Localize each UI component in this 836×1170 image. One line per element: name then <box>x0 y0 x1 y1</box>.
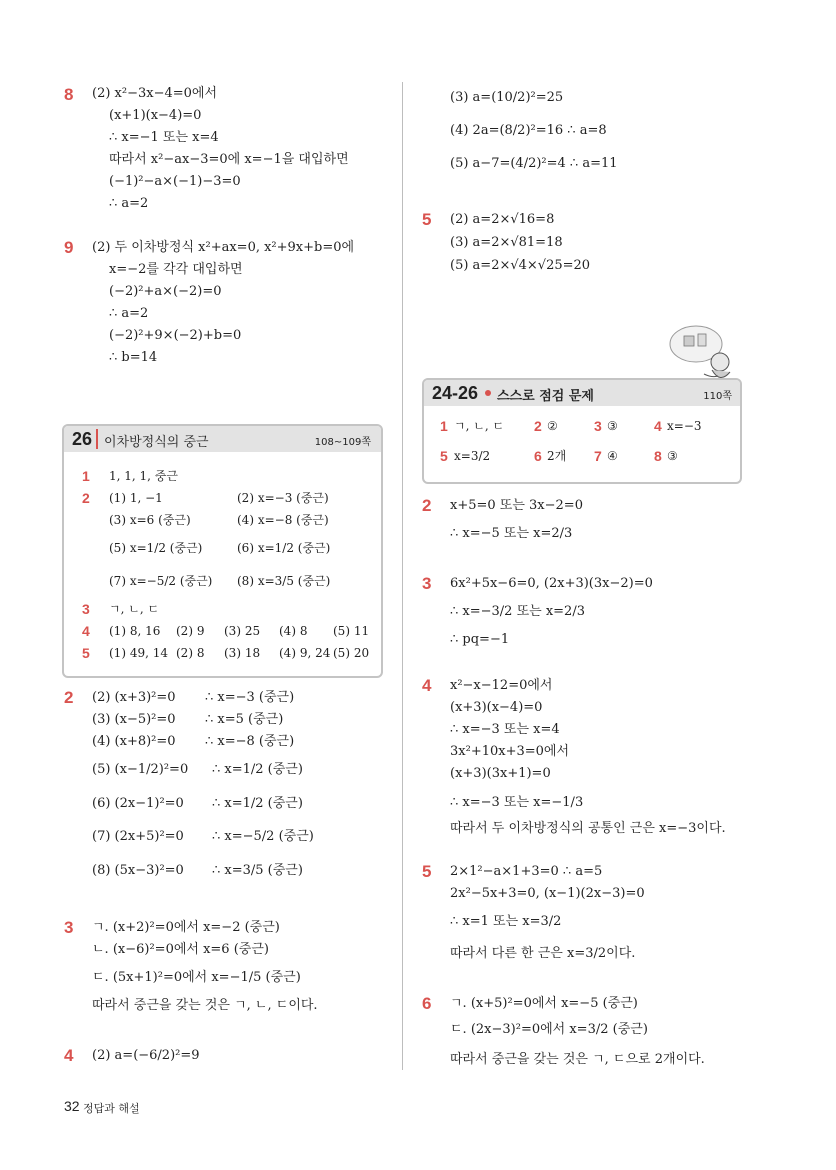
row-number: 1 <box>440 418 448 434</box>
solution-line: ㄱ. (x+5)²=0에서 x=−5 (중근) <box>450 996 638 1011</box>
answer-cell: (7) x=−5/2 (중근) <box>109 574 213 588</box>
lesson-title: 이차방정식의 중근 <box>104 435 209 450</box>
footer-label: 정답과 해설 <box>83 1102 140 1115</box>
row-number: 3 <box>82 601 90 617</box>
solution-line: 따라서 두 이차방정식의 공통인 근은 x=−3이다. <box>450 821 726 836</box>
solution-line: (2) a=(−6/2)²=9 <box>92 1048 200 1063</box>
solution-line: x=−2를 각각 대입하면 <box>109 262 243 277</box>
answer-cell: (3) 25 <box>224 624 261 638</box>
solution-line: (2) a=2×√16=8 <box>450 212 555 227</box>
result: ∴ x=−8 (중근) <box>205 734 295 749</box>
answer-cell: ㄱ, ㄴ, ㄷ <box>109 602 160 616</box>
equation: (3) (x−5)²=0 <box>92 712 176 727</box>
solution-line: 3x²+10x+3=0에서 <box>450 744 570 759</box>
solution-line: (−2)²+9×(−2)+b=0 <box>109 328 242 343</box>
row-number: 1 <box>82 468 90 484</box>
solution-line: x+5=0 또는 3x−2=0 <box>450 498 583 513</box>
answer-cell: (2) 8 <box>176 646 205 660</box>
review-title: 스스로 점검 문제 <box>497 389 594 404</box>
page-range: 108~109쪽 <box>314 437 371 448</box>
row-number: 4 <box>82 623 90 639</box>
row-number: 8 <box>654 448 662 464</box>
answer-cell: (5) x=1/2 (중근) <box>109 541 203 555</box>
row-number: 5 <box>82 645 90 661</box>
solution-line: ㄴ. (x−6)²=0에서 x=6 (중근) <box>92 942 269 957</box>
solution-line: ㄷ. (5x+1)²=0에서 x=−1/5 (중근) <box>92 970 301 985</box>
answer-cell: (3) x=6 (중근) <box>109 513 191 527</box>
problem-number: 4 <box>64 1046 74 1065</box>
answer-cell: ④ <box>607 449 618 463</box>
page-range: 110쪽 <box>703 391 732 402</box>
solution-line: (3) a=(10/2)²=25 <box>450 90 564 105</box>
row-number: 2 <box>82 490 90 506</box>
answer-cell: ㄱ, ㄴ, ㄷ <box>454 419 505 433</box>
row-number: 5 <box>440 448 448 464</box>
answer-cell: (6) x=1/2 (중근) <box>237 541 331 555</box>
solution-line: (3) a=2×√81=18 <box>450 235 563 250</box>
problem-number: 8 <box>64 85 74 104</box>
answer-cell: (8) x=3/5 (중근) <box>237 574 331 588</box>
row-number: 2 <box>534 418 542 434</box>
solution-line: ㄱ. (x+2)²=0에서 x=−2 (중근) <box>92 920 280 935</box>
bullet-dot <box>485 390 491 396</box>
solution-line: (4) 2a=(8/2)²=16 ∴ a=8 <box>450 123 607 138</box>
solution-line: (5) a=2×√4×√25=20 <box>450 258 591 273</box>
problem-number: 3 <box>422 574 432 593</box>
solution-line: x²−x−12=0에서 <box>450 678 553 693</box>
equation: (5) (x−1/2)²=0 <box>92 762 189 777</box>
solution-line: ∴ x=−3 또는 x=4 <box>450 722 560 737</box>
solution-line: ∴ x=−5 또는 x=2/3 <box>450 526 573 541</box>
solution-line: 따라서 중근을 갖는 것은 ㄱ, ㄴ, ㄷ이다. <box>92 998 318 1013</box>
result: ∴ x=5 (중근) <box>205 712 284 727</box>
column-divider <box>402 82 403 1070</box>
problem-number: 2 <box>64 688 74 707</box>
solution-line: ∴ a=2 <box>109 196 149 211</box>
answer-cell: ③ <box>667 449 678 463</box>
result: ∴ x=1/2 (중근) <box>212 762 303 777</box>
lesson-26-answer-box <box>62 424 383 678</box>
answer-cell: x=3/2 <box>454 449 491 463</box>
box-header <box>424 380 740 406</box>
lesson-number: 26 <box>72 429 93 449</box>
solution-line: ∴ x=1 또는 x=3/2 <box>450 914 562 929</box>
solution-line: ∴ b=14 <box>109 350 158 365</box>
problem-number: 9 <box>64 238 74 257</box>
header-accent <box>96 429 98 449</box>
answer-cell: (5) 11 <box>333 624 370 638</box>
solution-line: ∴ x=−1 또는 x=4 <box>109 130 219 145</box>
answer-cell: (1) 1, −1 <box>109 491 163 505</box>
equation: (6) (2x−1)²=0 <box>92 796 184 811</box>
answer-cell: 1, 1, 1, 중근 <box>109 469 178 483</box>
solution-line: (x+3)(3x+1)=0 <box>450 766 551 781</box>
problem-number: 5 <box>422 210 432 229</box>
equation: (2) (x+3)²=0 <box>92 690 176 705</box>
solution-line: ∴ x=−3 또는 x=−1/3 <box>450 795 584 810</box>
row-number: 6 <box>534 448 542 464</box>
answer-cell: (4) 9, 24 <box>279 646 331 660</box>
answer-cell: 2개 <box>547 449 567 463</box>
solution-line: ∴ a=2 <box>109 306 149 321</box>
answer-cell: (4) x=−8 (중근) <box>237 513 329 527</box>
row-number: 7 <box>594 448 602 464</box>
solution-line: 따라서 중근을 갖는 것은 ㄱ, ㄷ으로 2개이다. <box>450 1052 705 1067</box>
answer-cell: ③ <box>607 419 618 433</box>
solution-line: ∴ pq=−1 <box>450 632 510 647</box>
solution-line: 따라서 x²−ax−3=0에 x=−1을 대입하면 <box>109 152 349 167</box>
answer-cell: (3) 18 <box>224 646 261 660</box>
problem-number: 6 <box>422 994 432 1013</box>
solution-line: 6x²+5x−6=0, (2x+3)(3x−2)=0 <box>450 576 653 591</box>
mascot-illustration <box>668 322 738 384</box>
solution-line: ∴ x=−3/2 또는 x=2/3 <box>450 604 585 619</box>
answer-cell: (4) 8 <box>279 624 308 638</box>
result: ∴ x=−5/2 (중근) <box>212 829 314 844</box>
problem-number: 4 <box>422 676 432 695</box>
solution-line: 2×1²−a×1+3=0 ∴ a=5 <box>450 864 603 879</box>
answer-cell: x=−3 <box>667 419 702 433</box>
solution-line: (x+1)(x−4)=0 <box>109 108 202 123</box>
answer-cell: (1) 49, 14 <box>109 646 168 660</box>
answer-cell: (1) 8, 16 <box>109 624 161 638</box>
answer-cell: ② <box>547 419 558 433</box>
solution-line: (5) a−7=(4/2)²=4 ∴ a=11 <box>450 156 618 171</box>
solution-line: (−1)²−a×(−1)−3=0 <box>109 174 241 189</box>
result: ∴ x=3/5 (중근) <box>212 863 303 878</box>
equation: (8) (5x−3)²=0 <box>92 863 184 878</box>
problem-number: 3 <box>64 918 74 937</box>
solution-line: 따라서 다른 한 근은 x=3/2이다. <box>450 946 636 961</box>
solution-line: (x+3)(x−4)=0 <box>450 700 543 715</box>
result: ∴ x=1/2 (중근) <box>212 796 303 811</box>
solution-line: (2) x²−3x−4=0에서 <box>92 86 218 101</box>
solution-line: ㄷ. (2x−3)²=0에서 x=3/2 (중근) <box>450 1022 648 1037</box>
result: ∴ x=−3 (중근) <box>205 690 295 705</box>
answer-cell: (2) x=−3 (중근) <box>237 491 329 505</box>
lesson-24-26-review-box <box>422 378 742 484</box>
equation: (4) (x+8)²=0 <box>92 734 176 749</box>
answer-cell: (2) 9 <box>176 624 205 638</box>
answer-cell: (5) 20 <box>333 646 370 660</box>
solution-line: 2x²−5x+3=0, (x−1)(2x−3)=0 <box>450 886 645 901</box>
row-number: 3 <box>594 418 602 434</box>
problem-number: 2 <box>422 496 432 515</box>
box-header <box>64 426 381 452</box>
solution-line: (2) 두 이차방정식 x²+ax=0, x²+9x+b=0에 <box>92 240 355 255</box>
lesson-number: 24-26 <box>432 383 479 403</box>
page-number: 32 <box>64 1098 80 1114</box>
problem-number: 5 <box>422 862 432 881</box>
row-number: 4 <box>654 418 662 434</box>
equation: (7) (2x+5)²=0 <box>92 829 184 844</box>
solution-line: (−2)²+a×(−2)=0 <box>109 284 222 299</box>
